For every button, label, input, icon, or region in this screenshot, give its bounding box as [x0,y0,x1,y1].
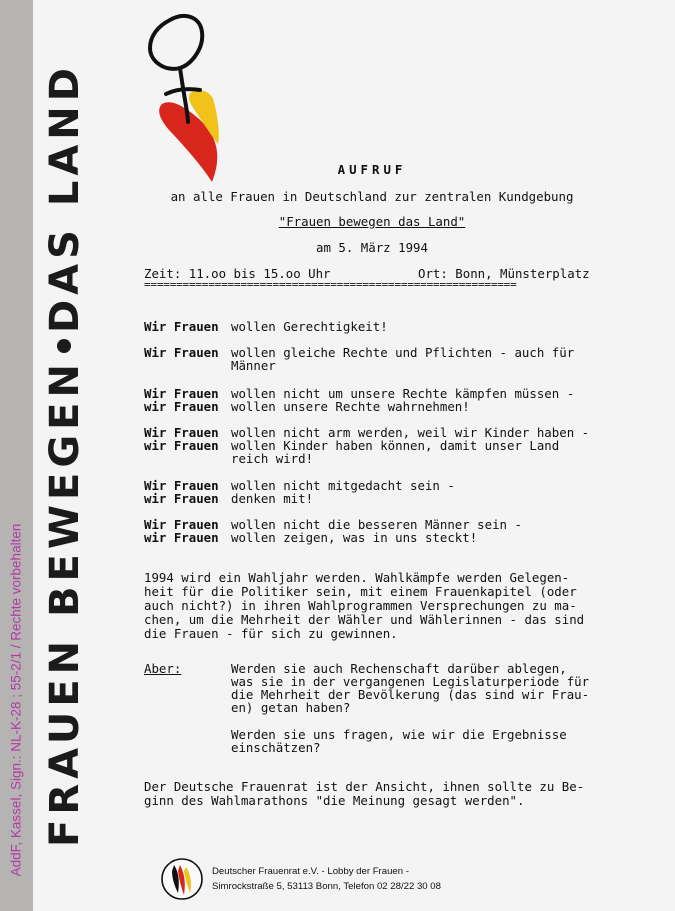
demand-text: wollen Gerechtigkeit! [231,319,388,334]
question-line: die Mehrheit der Bevölkerung (das sind wir Frau- [231,687,590,702]
demand-lead: Wir Frauen [144,517,219,532]
closing-line: Der Deutsche Frauenrat ist der Ansicht, ihnen sollte zu Be- [144,779,585,794]
demand-text: wollen nicht die besseren Männer sein - [231,517,522,532]
demand-text: wollen unsere Rechte wahrnehmen! [231,399,470,414]
event-date: am 5. März 1994 [316,240,428,255]
frauenrat-round-logo-icon [160,857,204,901]
venus-symbol-flag-logo-icon [140,6,230,186]
vertical-slogan [42,63,88,847]
slogan-dot [57,339,71,353]
demand-lead: Wir Frauen [144,319,219,334]
paragraph-line: heit für die Politiker sein, mit einem Frauenkapitel (oder [144,584,577,599]
event-name: "Frauen bewegen das Land" [278,214,466,229]
event-time: Zeit: 11.oo bis 15.oo Uhr [144,266,331,281]
demand-text: wollen Kinder haben können, damit unser Land [231,438,560,453]
call-subtitle: an alle Frauen in Deutschland zur zentralen Kundgebung [170,189,574,204]
footer-line-1: Deutscher Frauenrat e.V. - Lobby der Frauen - [212,866,409,877]
demand-lead: wir Frauen [144,530,219,545]
demand-text: Männer [231,358,276,373]
archive-strip [0,0,33,911]
demand-lead: Wir Frauen [144,478,219,493]
slogan-part-2: DAS LAND [42,63,88,334]
closing-line: ginn des Wahlmarathons "die Meinung gesagt werden". [144,793,525,808]
demand-text: reich wird! [231,451,314,466]
demand-text: wollen nicht arm werden, weil wir Kinder haben - [231,425,590,440]
demand-text: wollen zeigen, was in uns steckt! [231,530,478,545]
demand-lead: Wir Frauen [144,345,219,360]
question-line: Werden sie auch Rechenschaft darüber ablegen, [231,661,567,676]
footer-line-2: Simrockstraße 5, 53113 Bonn, Telefon 02 28/22 30 08 [212,881,441,892]
archive-stamp: AddF, Kassel, Sign.: NL-K-28 ; 55-2/1 / Rechte vorbehalten [8,523,24,877]
paragraph-line: chen, um die Mehrheit der Wähler und Wählerinnen - das sind [144,612,585,627]
demand-lead: wir Frauen [144,491,219,506]
event-place: Ort: Bonn, Münsterplatz [418,266,590,281]
footer-address [212,864,441,894]
question-line: Werden sie uns fragen, wie wir die Ergebnisse [231,727,567,742]
double-rule: ========================================================== [144,278,517,291]
question-line: was sie in der vergangenen Legislaturperiode für [231,674,590,689]
paragraph-line: auch nicht?) in ihren Wahlprogrammen Versprechungen zu ma- [144,598,577,613]
aber-label: Aber: [144,661,182,676]
slogan-part-1: FRAUEN BEWEGEN [42,359,88,847]
call-title: AUFRUF [337,162,407,177]
demand-lead: wir Frauen [144,438,219,453]
demand-lead: wir Frauen [144,399,219,414]
demand-text: wollen gleiche Rechte und Pflichten - auch für [231,345,575,360]
question-line: einschätzen? [231,740,321,755]
demand-text: denken mit! [231,491,314,506]
demand-lead: Wir Frauen [144,425,219,440]
demand-lead: Wir Frauen [144,386,219,401]
demand-text: wollen nicht mitgedacht sein - [231,478,455,493]
paragraph-line: die Frauen - für sich zu gewinnen. [144,626,398,641]
paragraph-line: 1994 wird ein Wahljahr werden. Wahlkämpfe werden Gelegen- [144,570,570,585]
demand-text: wollen nicht um unsere Rechte kämpfen müssen - [231,386,575,401]
question-line: en) getan haben? [231,700,351,715]
